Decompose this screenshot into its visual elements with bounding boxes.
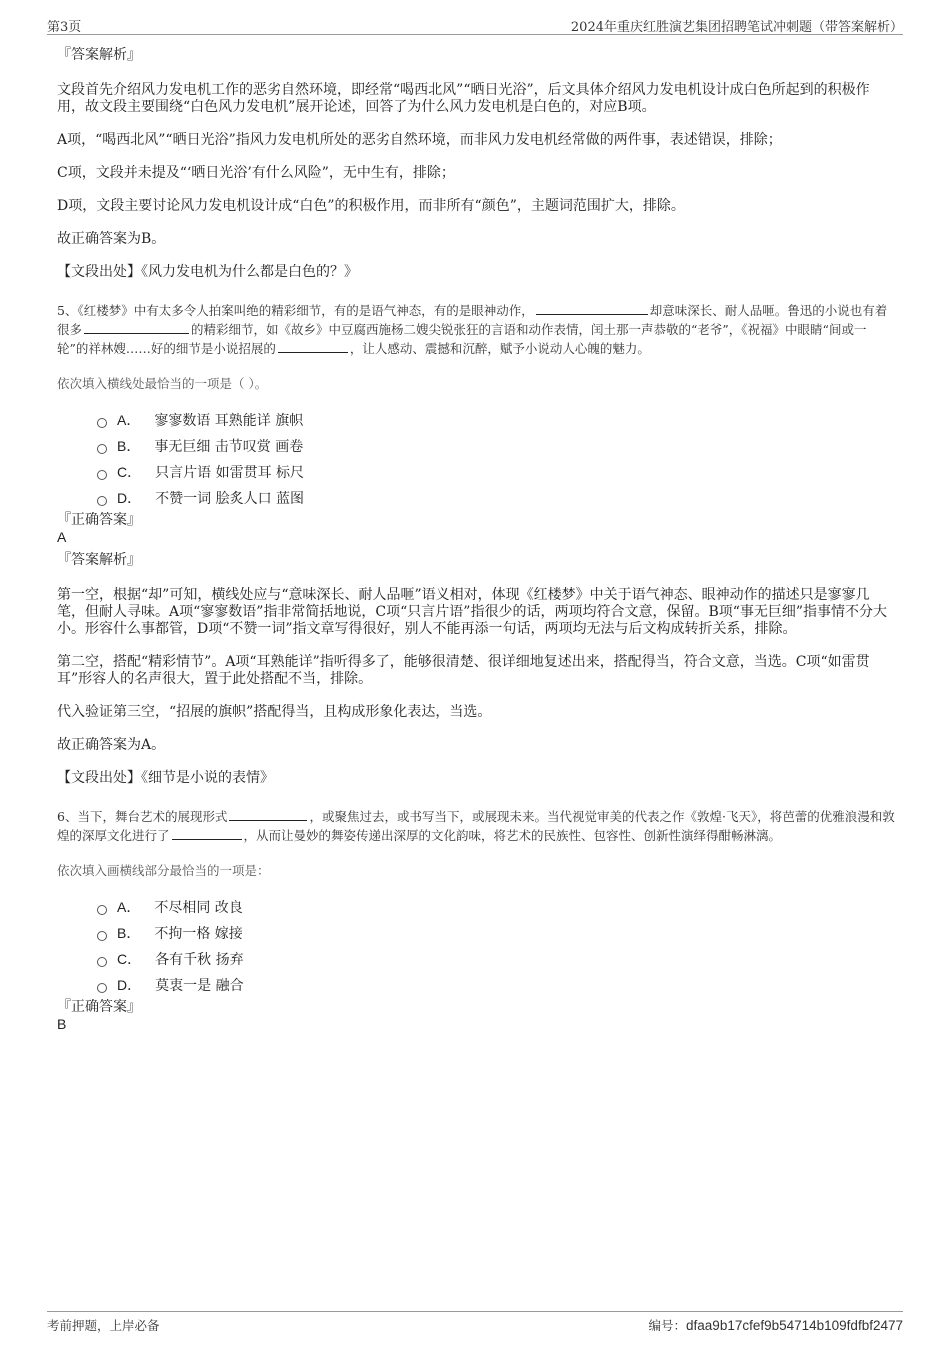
question-6-text: 6、当下，舞台艺术的展现形式 ，或聚焦过去，或书写当下，或展现未来。当代视觉审美的代表之作《敦煌·飞天》，将芭蕾的优雅浪漫和敦煌的深厚文化进行了 ，从而让曼妙的舞姿传递出深厚的文化韵味，将艺术的民族性、包容性、创新性演绎得酣畅淋漓。 bbox=[57, 809, 895, 843]
option-c[interactable]: C． 各有千秋 扬弃 bbox=[97, 946, 897, 972]
analysis-paragraph: A项，“喝西北风”“晒日光浴”指风力发电机所处的恶劣自然环境，而非风力发电机经常做的两件事，表述错误，排除； bbox=[57, 132, 782, 148]
footer-slogan: 考前押题，上岸必备 bbox=[47, 1318, 160, 1333]
page-footer bbox=[47, 1311, 903, 1336]
correct-answer: B bbox=[57, 1016, 67, 1032]
fill-blank bbox=[229, 808, 307, 821]
radio-icon[interactable] bbox=[97, 418, 107, 428]
page-number: 第3页 bbox=[47, 20, 82, 35]
radio-icon[interactable] bbox=[97, 983, 107, 993]
option-b[interactable]: B． 不拘一格 嫁接 bbox=[97, 920, 897, 946]
question-6-instruction: 依次填入画横线部分最恰当的一项是： bbox=[57, 863, 270, 878]
option-d[interactable]: D． 不赞一词 脍炙人口 蓝图 bbox=[97, 485, 897, 511]
correct-answer-label: 『正确答案』 bbox=[57, 512, 141, 528]
option-a[interactable]: A． 不尽相同 改良 bbox=[97, 894, 897, 920]
question-5-instruction: 依次填入横线处最恰当的一项是（ ）。 bbox=[57, 376, 268, 391]
fill-blank bbox=[172, 827, 242, 840]
analysis-paragraph: C项，文段并未提及“‘晒日光浴’有什么风险”，无中生有，排除； bbox=[57, 165, 455, 181]
answer-statement: 故正确答案为A。 bbox=[57, 737, 166, 753]
analysis-paragraph: D项，文段主要讨论风力发电机设计成“白色”的积极作用，而非所有“颜色”，主题词范围扩大，排除。 bbox=[57, 198, 685, 214]
analysis-label: 『答案解析』 bbox=[57, 47, 141, 63]
radio-icon[interactable] bbox=[97, 905, 107, 915]
fill-blank bbox=[84, 321, 189, 334]
document-title: 2024年重庆红胜演艺集团招聘笔试冲刺题（带答案解析） bbox=[570, 20, 903, 35]
radio-icon[interactable] bbox=[97, 931, 107, 941]
correct-answer: A bbox=[57, 529, 67, 545]
fill-blank bbox=[278, 340, 348, 353]
analysis-label: 『答案解析』 bbox=[57, 552, 141, 568]
page-content bbox=[57, 46, 897, 1038]
radio-icon[interactable] bbox=[97, 444, 107, 454]
radio-icon[interactable] bbox=[97, 957, 107, 967]
option-a[interactable]: A． 寥寥数语 耳熟能详 旗帜 bbox=[97, 407, 897, 433]
question-5-text: 5、《红楼梦》中有太多令人拍案叫绝的精彩细节，有的是语气神态，有的是眼神动作， 却意味深长、耐人品咂。鲁迅的小说也有着很多 的精彩细节，如《故乡》中豆腐西施杨二嫂尖锐张狂的言语和动作表情，闰土那一声恭敬的“老爷”，《祝福》中眼睛“间或一轮”的祥林嫂……好的细节是小说招展的 ，让人感动、震撼和沉醉，赋予小说动人心魄的魅力。 bbox=[57, 303, 888, 356]
question-5-options bbox=[97, 407, 897, 511]
answer-statement: 故正确答案为B。 bbox=[57, 231, 166, 247]
radio-icon[interactable] bbox=[97, 470, 107, 480]
fill-blank bbox=[536, 302, 648, 315]
correct-answer-label: 『正确答案』 bbox=[57, 999, 141, 1015]
analysis-paragraph: 文段首先介绍风力发电机工作的恶劣自然环境，即经常“喝西北风”“晒日光浴”，后文具体介绍风力发电机设计成白色所起到的积极作用，故文段主要围绕“白色风力发电机”展开论述，回答了为什么风力发电机是白色的，对应B项。 bbox=[57, 82, 870, 115]
analysis-paragraph: 代入验证第三空，“招展的旗帜”搭配得当，且构成形象化表达，当选。 bbox=[57, 704, 492, 720]
page-header bbox=[47, 14, 903, 35]
analysis-paragraph: 第二空，搭配“精彩情节”。A项“耳熟能详”指听得多了，能够很清楚、很详细地复述出来，搭配得当，符合文意，当选。C项“如雷贯耳”形容人的名声很大，置于此处搭配不当，排除。 bbox=[57, 654, 870, 687]
radio-icon[interactable] bbox=[97, 496, 107, 506]
option-d[interactable]: D． 莫衷一是 融合 bbox=[97, 972, 897, 998]
question-6-options bbox=[97, 894, 897, 998]
source-citation: 【文段出处】《细节是小说的表情》 bbox=[57, 770, 274, 786]
source-citation: 【文段出处】《风力发电机为什么都是白色的？》 bbox=[57, 264, 358, 280]
option-b[interactable]: B． 事无巨细 击节叹赏 画卷 bbox=[97, 433, 897, 459]
analysis-paragraph: 第一空，根据“却”可知，横线处应与“意味深长、耐人品咂”语义相对，体现《红楼梦》中关于语气神态、眼神动作的描述只是寥寥几笔，但耐人寻味。A项“寥寥数语”指非常简括地说，C项“只言片语”指很少的话，两项均符合文意，保留。B项“事无巨细”指事情不分大小。形容什么事都管，D项“不赞一词”指文章写得很好，别人不能再添一句话，两项均无法与后文构成转折关系，排除。 bbox=[57, 587, 888, 637]
option-c[interactable]: C． 只言片语 如雷贯耳 标尺 bbox=[97, 459, 897, 485]
document-code: 编号：dfaa9b17cfef9b54714b109fdfbf2477 bbox=[648, 1318, 903, 1333]
